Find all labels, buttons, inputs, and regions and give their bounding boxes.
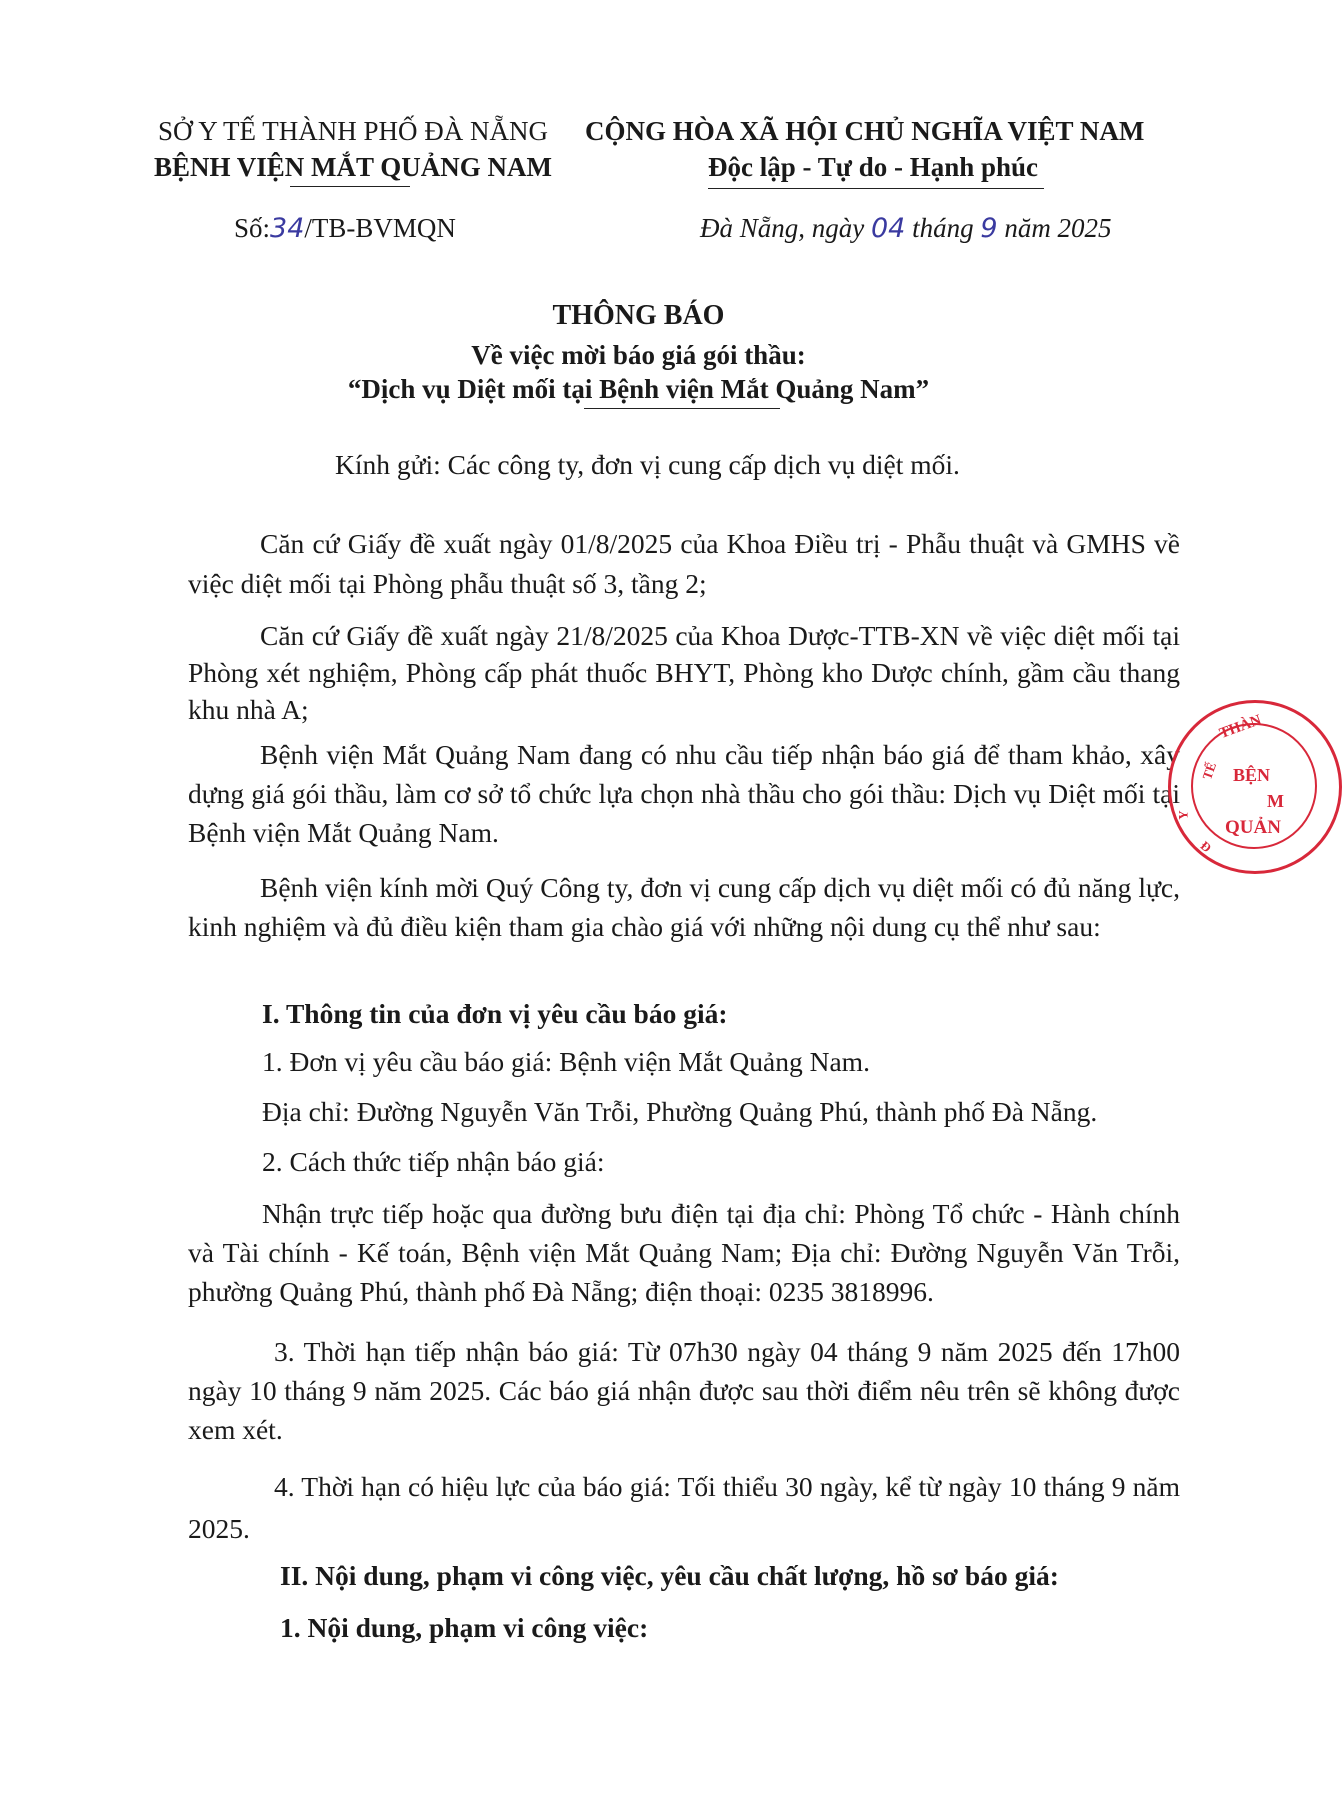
section-2-heading: II. Nội dung, phạm vi công việc, yêu cầu chất lượng, hồ sơ báo giá: [280,1560,1059,1591]
paragraph-invitation: Bệnh viện kính mời Quý Công ty, đơn vị cung cấp dịch vụ diệt mối có đủ năng lực, kinh nghiệm và đủ điều kiện tham gia chào giá với những nội dung cụ thể như sau: [188,872,1180,942]
stamp-text-mid1: BỆN [1233,765,1271,785]
paragraph-need: Bệnh viện Mắt Quảng Nam đang có nhu cầu tiếp nhận báo giá để tham khảo, xây dựng giá gói thầu, làm cơ sở tổ chức lựa chọn nhà thầu cho gói thầu: Dịch vụ Diệt mối tại Bệnh viện Mắt Quảng Nam. [188,739,1180,848]
item-1-requesting-unit: 1. Đơn vị yêu cầu báo giá: Bệnh viện Mắt Quảng Nam. [262,1046,870,1077]
number-prefix: Số: [234,213,271,243]
date-part2: tháng [905,213,981,243]
date-part3: năm 2025 [997,213,1112,243]
red-stamp [1168,700,1342,874]
stamp-text-bottom: Đ [1197,837,1215,856]
stamp-text-mid3: QUẢN [1225,817,1281,838]
number-handwritten: 34 [270,213,305,244]
date-part1: Đà Nẵng, ngày [700,213,871,243]
document-number [234,213,456,244]
motto-underline [708,188,1044,189]
section-1-heading: I. Thông tin của đơn vị yêu cầu báo giá: [262,998,728,1029]
title-underline [584,408,780,409]
stamp-text-mid2: M [1267,791,1284,811]
item-3-receiving-period: 3. Thời hạn tiếp nhận báo giá: Từ 07h30 ngày 04 tháng 9 năm 2025 đến 17h00 ngày 10 tháng 9 năm 2025. Các báo giá nhận được sau thời điểm nêu trên sẽ không được xem xét. [188,1336,1180,1445]
package-name: “Dịch vụ Diệt mối tại Bệnh viện Mắt Quảng Nam” [347,374,930,404]
number-suffix: /TB-BVMQN [304,213,456,243]
agency-name: SỞ Y TẾ THÀNH PHỐ ĐÀ NẴNG [158,116,549,146]
section-2-1-heading: 1. Nội dung, phạm vi công việc: [280,1612,649,1643]
stamp-text-left: TẾ [1199,760,1220,782]
motto: Độc lập - Tự do - Hạnh phúc [708,152,1039,182]
item-2-heading: 2. Cách thức tiếp nhận báo giá: [262,1146,605,1177]
stamp-text-left2: Y [1175,810,1191,820]
document-date [700,213,1112,244]
paragraph-basis-1: Căn cứ Giấy đề xuất ngày 01/8/2025 của Khoa Điều trị - Phẫu thuật và GMHS về việc diệt mối tại Phòng phẫu thuật số 3, tầng 2; [188,528,1180,599]
paragraph-receiving-method: Nhận trực tiếp hoặc qua đường bưu điện tại địa chỉ: Phòng Tổ chức - Hành chính và Tài chính - Kế toán, Bệnh viện Mắt Quảng Nam; Địa chỉ: Đường Nguyễn Văn Trỗi, phường Quảng Phú, thành phố Đà Nẵng; điện thoại: 0235 3818996. [188,1198,1180,1307]
hospital-name: BỆNH VIỆN MẮT QUẢNG NAM [154,152,553,182]
stamp-text-top: THÀN [1217,712,1264,742]
document-subtitle: Về việc mời báo giá gói thầu: [471,340,806,370]
country-name: CỘNG HÒA XÃ HỘI CHỦ NGHĨA VIỆT NAM [585,116,1145,146]
recipient: Kính gửi: Các công ty, đơn vị cung cấp dịch vụ diệt mối. [335,449,960,480]
document-title: THÔNG BÁO [552,300,725,331]
header-left-underline [290,186,410,187]
date-month: 9 [980,213,998,244]
paragraph-basis-2: Căn cứ Giấy đề xuất ngày 21/8/2025 của Khoa Dược-TTB-XN về việc diệt mối tại Phòng xét nghiệm, Phòng cấp phát thuốc BHYT, Phòng kho Dược chính, gầm cầu thang khu nhà A; [188,620,1180,725]
item-4-validity-period: 4. Thời hạn có hiệu lực của báo giá: Tối thiểu 30 ngày, kể từ ngày 10 tháng 9 năm 2025. [188,1471,1180,1544]
date-day: 04 [871,213,906,244]
item-1-address: Địa chỉ: Đường Nguyễn Văn Trỗi, Phường Quảng Phú, thành phố Đà Nẵng. [262,1096,1098,1127]
